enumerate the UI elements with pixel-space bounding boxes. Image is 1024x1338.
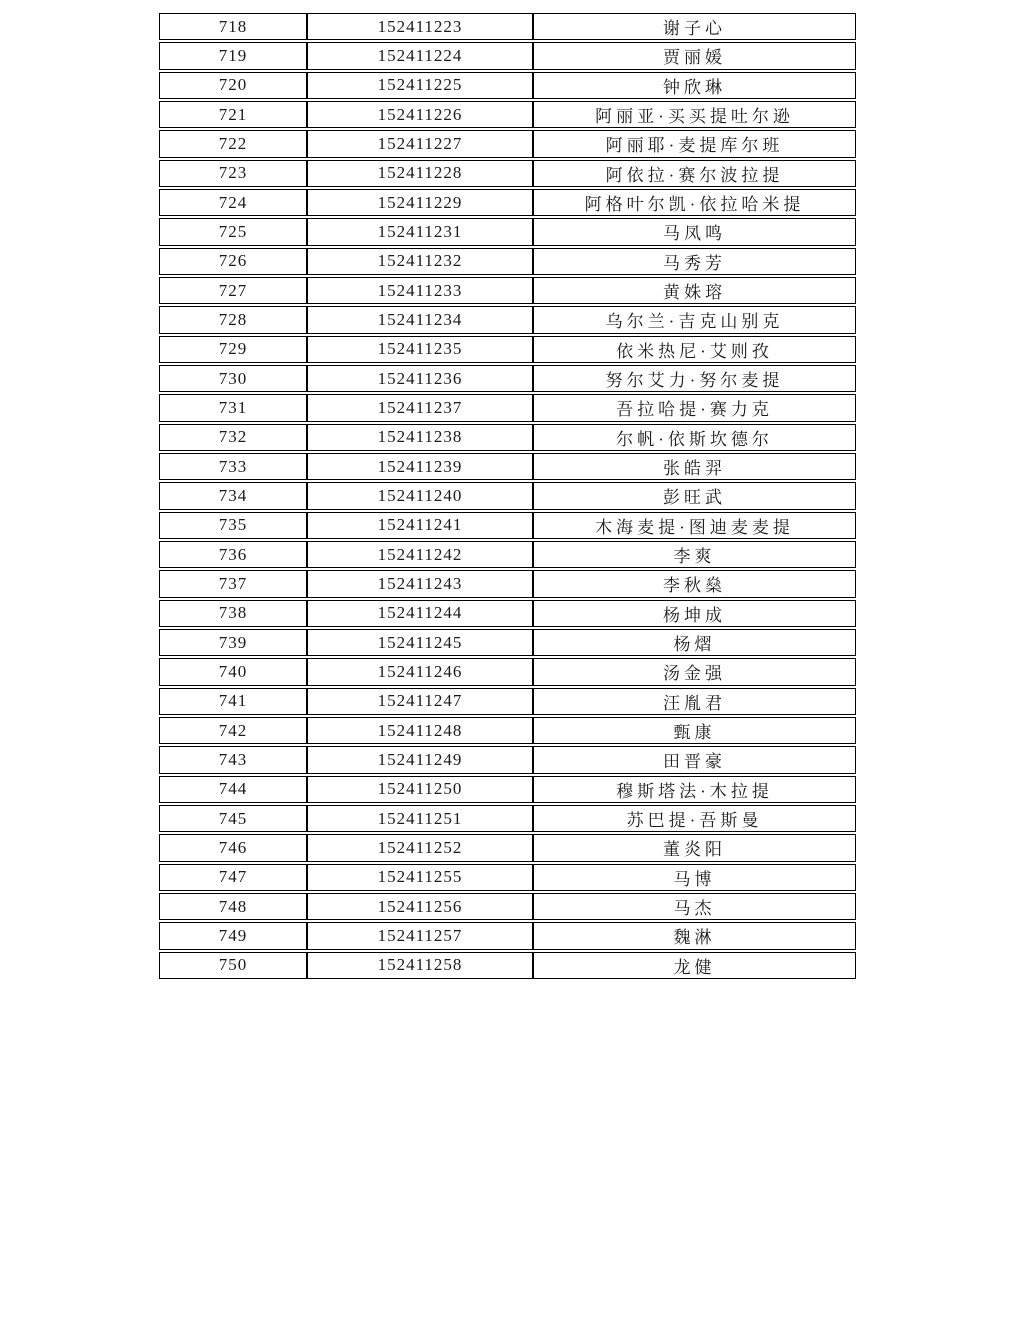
table-row (159, 600, 856, 627)
student-id-cell: 152411258 (307, 952, 533, 980)
table-row (159, 512, 856, 539)
student-name-cell: 黄姝瑢 (533, 277, 856, 304)
student-id-cell: 152411246 (307, 658, 533, 685)
table-row (159, 218, 856, 245)
serial-number-cell: 718 (159, 13, 307, 40)
table-row (159, 13, 856, 40)
student-id-cell: 152411236 (307, 365, 533, 392)
student-id-cell: 152411257 (307, 922, 533, 949)
table-row (159, 922, 856, 949)
serial-number-cell: 722 (159, 130, 307, 157)
student-id-cell: 152411231 (307, 218, 533, 245)
serial-number-cell: 737 (159, 570, 307, 597)
table-row (159, 101, 856, 128)
serial-number-cell: 730 (159, 365, 307, 392)
table-row (159, 688, 856, 715)
student-id-cell: 152411249 (307, 746, 533, 773)
serial-number-cell: 740 (159, 658, 307, 685)
student-id-cell: 152411234 (307, 306, 533, 333)
serial-number-cell: 724 (159, 189, 307, 216)
table-row (159, 952, 856, 980)
table-row (159, 570, 856, 597)
student-name-cell: 穆斯塔法·木拉提 (533, 776, 856, 803)
serial-number-cell: 750 (159, 952, 307, 980)
serial-number-cell: 731 (159, 394, 307, 421)
table-row (159, 336, 856, 363)
serial-number-cell: 728 (159, 306, 307, 333)
serial-number-cell: 747 (159, 864, 307, 891)
student-id-cell: 152411229 (307, 189, 533, 216)
student-id-cell: 152411243 (307, 570, 533, 597)
serial-number-cell: 736 (159, 541, 307, 568)
student-name-cell: 杨坤成 (533, 600, 856, 627)
student-id-cell: 152411233 (307, 277, 533, 304)
table-row (159, 277, 856, 304)
serial-number-cell: 739 (159, 629, 307, 656)
serial-number-cell: 744 (159, 776, 307, 803)
roster-table-body (159, 13, 856, 979)
serial-number-cell: 742 (159, 717, 307, 744)
student-id-cell: 152411224 (307, 42, 533, 69)
student-id-cell: 152411248 (307, 717, 533, 744)
student-id-cell: 152411235 (307, 336, 533, 363)
student-id-cell: 152411226 (307, 101, 533, 128)
student-name-cell: 魏淋 (533, 922, 856, 949)
student-name-cell: 彭旺武 (533, 482, 856, 509)
student-name-cell: 汤金强 (533, 658, 856, 685)
student-name-cell: 龙健 (533, 952, 856, 980)
table-row (159, 776, 856, 803)
serial-number-cell: 727 (159, 277, 307, 304)
serial-number-cell: 732 (159, 424, 307, 451)
table-row (159, 365, 856, 392)
student-name-cell: 李秋燊 (533, 570, 856, 597)
student-name-cell: 张皓羿 (533, 453, 856, 480)
serial-number-cell: 734 (159, 482, 307, 509)
table-row (159, 42, 856, 69)
student-name-cell: 李爽 (533, 541, 856, 568)
table-row (159, 893, 856, 920)
student-id-cell: 152411252 (307, 834, 533, 861)
student-name-cell: 马博 (533, 864, 856, 891)
student-name-cell: 苏巴提·吾斯曼 (533, 805, 856, 832)
serial-number-cell: 725 (159, 218, 307, 245)
table-row (159, 394, 856, 421)
student-id-cell: 152411241 (307, 512, 533, 539)
student-name-cell: 努尔艾力·努尔麦提 (533, 365, 856, 392)
student-id-cell: 152411255 (307, 864, 533, 891)
table-row (159, 453, 856, 480)
table-row (159, 72, 856, 99)
serial-number-cell: 721 (159, 101, 307, 128)
student-id-cell: 152411225 (307, 72, 533, 99)
serial-number-cell: 738 (159, 600, 307, 627)
student-id-cell: 152411237 (307, 394, 533, 421)
student-name-cell: 马杰 (533, 893, 856, 920)
student-name-cell: 甄康 (533, 717, 856, 744)
student-id-cell: 152411251 (307, 805, 533, 832)
student-id-cell: 152411247 (307, 688, 533, 715)
student-name-cell: 阿依拉·赛尔波拉提 (533, 160, 856, 187)
student-name-cell: 阿丽耶·麦提库尔班 (533, 130, 856, 157)
table-row (159, 306, 856, 333)
table-row (159, 834, 856, 861)
student-name-cell: 木海麦提·图迪麦麦提 (533, 512, 856, 539)
serial-number-cell: 741 (159, 688, 307, 715)
serial-number-cell: 745 (159, 805, 307, 832)
student-name-cell: 汪胤君 (533, 688, 856, 715)
student-id-cell: 152411227 (307, 130, 533, 157)
student-name-cell: 马秀芳 (533, 248, 856, 275)
table-row (159, 189, 856, 216)
student-name-cell: 吾拉哈提·赛力克 (533, 394, 856, 421)
table-row (159, 629, 856, 656)
student-name-cell: 贾丽媛 (533, 42, 856, 69)
table-row (159, 541, 856, 568)
serial-number-cell: 749 (159, 922, 307, 949)
student-id-cell: 152411256 (307, 893, 533, 920)
student-name-cell: 阿丽亚·买买提吐尔逊 (533, 101, 856, 128)
table-row (159, 805, 856, 832)
table-row (159, 248, 856, 275)
serial-number-cell: 719 (159, 42, 307, 69)
serial-number-cell: 743 (159, 746, 307, 773)
student-id-cell: 152411228 (307, 160, 533, 187)
serial-number-cell: 723 (159, 160, 307, 187)
student-name-cell: 田晋豪 (533, 746, 856, 773)
student-name-cell: 乌尔兰·吉克山别克 (533, 306, 856, 333)
student-id-cell: 152411239 (307, 453, 533, 480)
table-row (159, 160, 856, 187)
serial-number-cell: 735 (159, 512, 307, 539)
table-row (159, 864, 856, 891)
table-row (159, 746, 856, 773)
roster-table (159, 11, 856, 981)
table-row (159, 717, 856, 744)
student-id-cell: 152411223 (307, 13, 533, 40)
serial-number-cell: 720 (159, 72, 307, 99)
student-name-cell: 阿格叶尔凯·依拉哈米提 (533, 189, 856, 216)
student-id-cell: 152411238 (307, 424, 533, 451)
table-row (159, 424, 856, 451)
student-id-cell: 152411240 (307, 482, 533, 509)
table-row (159, 130, 856, 157)
student-name-cell: 尔帆·依斯坎德尔 (533, 424, 856, 451)
student-name-cell: 杨熠 (533, 629, 856, 656)
student-name-cell: 依米热尼·艾则孜 (533, 336, 856, 363)
table-row (159, 482, 856, 509)
serial-number-cell: 729 (159, 336, 307, 363)
student-name-cell: 马凤鸣 (533, 218, 856, 245)
student-name-cell: 董炎阳 (533, 834, 856, 861)
student-id-cell: 152411232 (307, 248, 533, 275)
student-id-cell: 152411245 (307, 629, 533, 656)
serial-number-cell: 733 (159, 453, 307, 480)
student-id-cell: 152411250 (307, 776, 533, 803)
serial-number-cell: 726 (159, 248, 307, 275)
student-name-cell: 谢子心 (533, 13, 856, 40)
serial-number-cell: 748 (159, 893, 307, 920)
student-name-cell: 钟欣琳 (533, 72, 856, 99)
student-id-cell: 152411242 (307, 541, 533, 568)
serial-number-cell: 746 (159, 834, 307, 861)
student-id-cell: 152411244 (307, 600, 533, 627)
table-row (159, 658, 856, 685)
